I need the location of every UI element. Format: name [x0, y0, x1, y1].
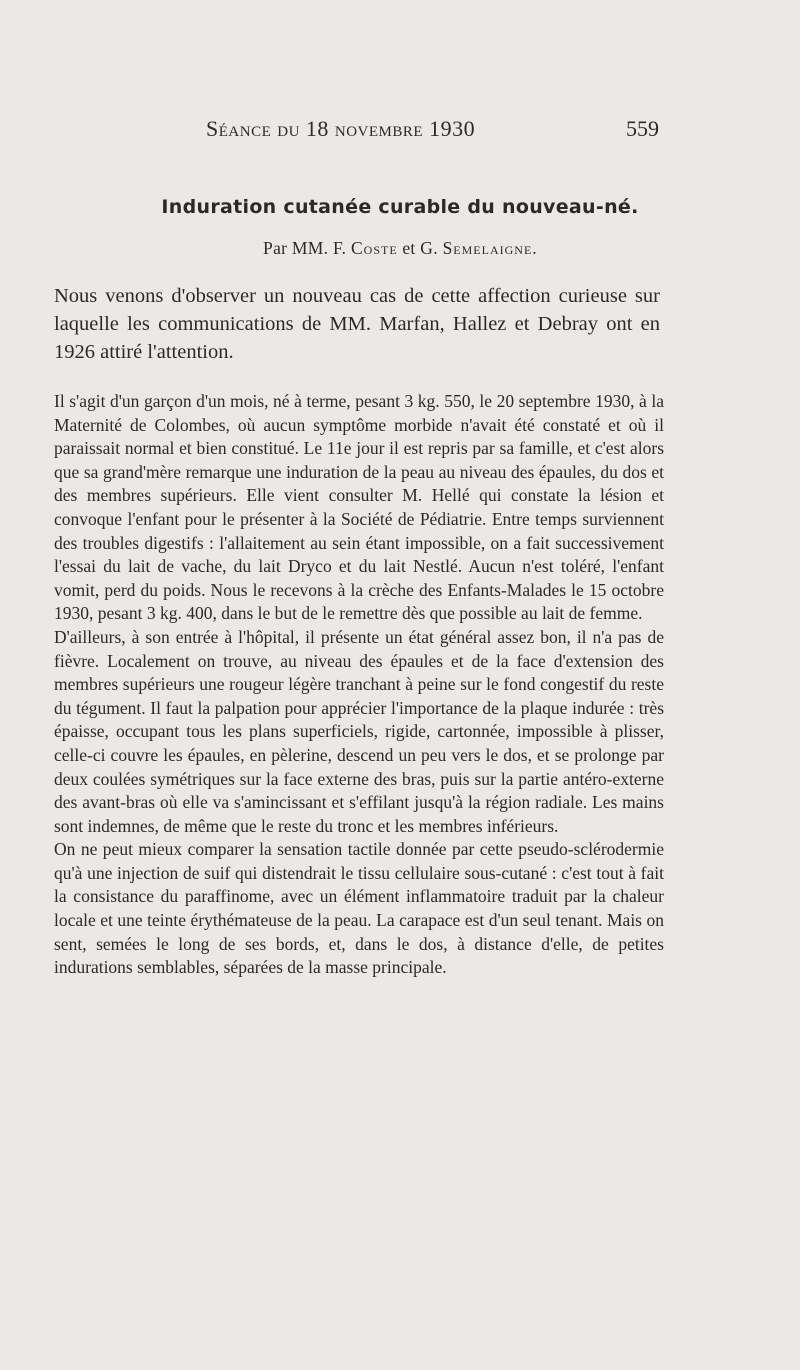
- authors-prefix: Par MM. F.: [263, 238, 351, 258]
- running-header: [0, 116, 800, 152]
- author-coste: Coste: [351, 238, 398, 258]
- intro-paragraph: Nous venons d'observer un nouveau cas de cette affection curieuse sur laquelle les communications de MM. Marfan, Hallez et Debray ont en 1926 attiré l'attention.: [54, 285, 660, 363]
- paragraph-comparison: On ne peut mieux comparer la sensation tactile donnée par cette pseudo-sclérodermie qu'à une injection de suif qui distendrait le tissu cellulaire sous-cutané : c'est tout à fait la consistance du paraffinome, avec un élément inflammatoire traduit par la chaleur locale et une teinte érythémateuse de la peau. La carapace est d'un seul tenant. Mais on sent, semées le long de ses bords, et, dans le dos, à distance d'elle, de petites indurations semblables, séparées de la masse principale.: [54, 839, 664, 978]
- page-number: 559: [626, 116, 659, 141]
- running-title: Séance du 18 novembre 1930: [206, 116, 476, 141]
- body-text: [54, 390, 664, 980]
- author-line: [0, 238, 800, 259]
- authors-middle: et G.: [397, 238, 443, 258]
- intro-block: [54, 282, 660, 366]
- paragraph-examination: D'ailleurs, à son entrée à l'hôpital, il présente un état général assez bon, il n'a pas de fièvre. Localement on trouve, au niveau des épaules et de la face d'extension des membres supérieurs une rougeur légère tranchant à peine sur le fond congestif du reste du tégument. Il faut la palpation pour apprécier l'importance de la plaque indurée : très épaisse, occupant tous les plans superficiels, rigide, cartonnée, impossible à plisser, celle-ci couvre les épaules, en pèlerine, descend un peu vers le dos, et se prolonge par deux coulées symétriques sur la face externe des bras, puis sur la partie antéro-externe des avant-bras où elle va s'amincissant et s'effilant jusqu'à la région radiale. Les mains sont indemnes, de même que le reste du tronc et les membres inférieurs.: [54, 626, 664, 836]
- authors-suffix: .: [532, 238, 537, 258]
- author-semelaigne: Semelaigne: [442, 238, 533, 258]
- paragraph-case-history: Il s'agit d'un garçon d'un mois, né à terme, pesant 3 kg. 550, le 20 septembre 1930, à la Maternité de Colombes, où aucun symptôme morbide n'avait été constaté et où il paraissait normal et bien constitué. Le 11e jour il est repris par sa famille, et c'est alors que sa grand'mère remarque une induration de la peau au niveau des épaules, du dos et des membres supérieurs. Elle vient consulter M. Hellé qui constate la lésion et convoque l'enfant pour le présenter à la Société de Pédiatrie. Entre temps surviennent des troubles digestifs : l'allaitement au sein étant impossible, on a fait successivement l'essai du lait de vache, du lait Dryco et du lait Nestlé. Aucun n'est toléré, l'enfant vomit, perd du poids. Nous le recevons à la crèche des Enfants-Malades le 15 octobre 1930, pesant 3 kg. 400, dans le but de le remettre dès que possible au lait de femme.: [54, 391, 664, 624]
- article-title: Induration cutanée curable du nouveau-né.: [161, 196, 639, 218]
